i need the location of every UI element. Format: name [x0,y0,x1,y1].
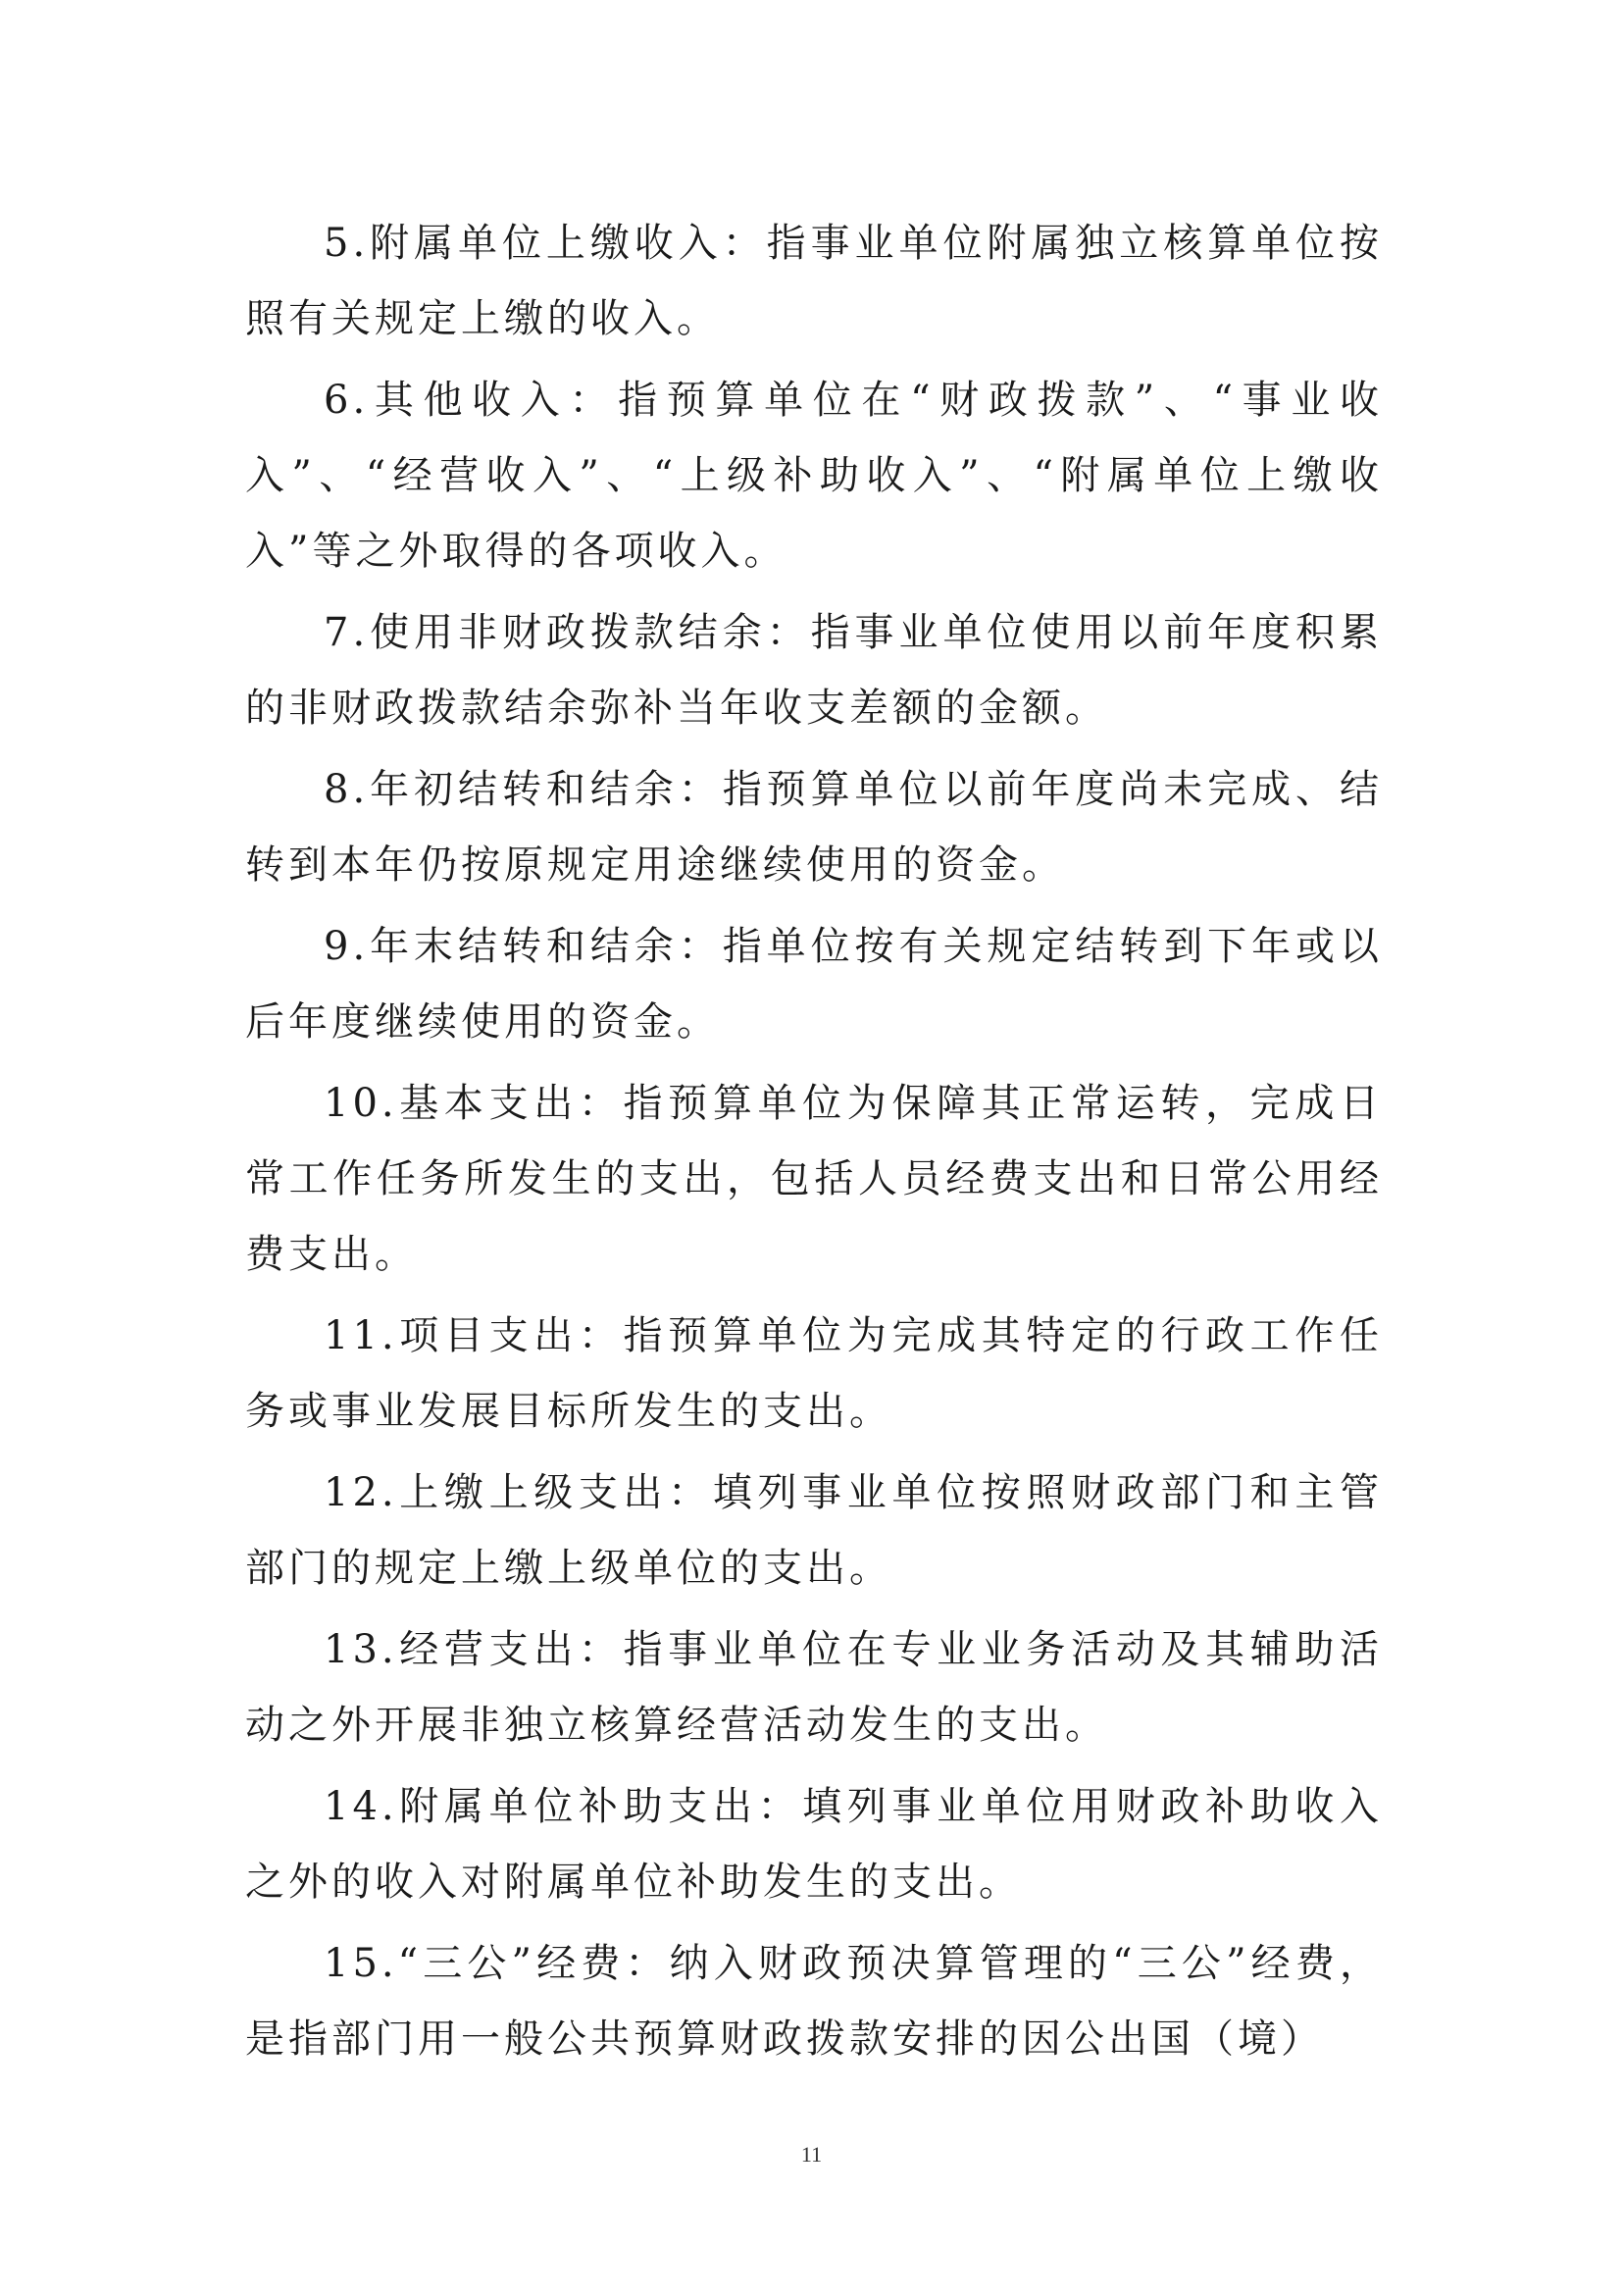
paragraph-item-13: 13.经营支出：指事业单位在专业业务活动及其辅助活动之外开展非独立核算经营活动发生的支出。 [245,1627,1383,1748]
paragraph-item-12: 12.上缴上级支出：填列事业单位按照财政部门和主管部门的规定上缴上级单位的支出。 [245,1470,1383,1591]
paragraph-item-5: 5.附属单位上缴收入：指事业单位附属独立核算单位按照有关规定上缴的收入。 [245,221,1383,341]
paragraph-item-9: 9.年末结转和结余：指单位按有关规定结转到下年或以后年度继续使用的资金。 [245,924,1383,1045]
paragraph-item-10: 10.基本支出：指预算单位为保障其正常运转，完成日常工作任务所发生的支出，包括人员经费支出和日常公用经费支出。 [245,1081,1383,1277]
paragraph-item-11: 11.项目支出：指预算单位为完成其特定的行政工作任务或事业发展目标所发生的支出。 [245,1313,1383,1434]
paragraph-item-14: 14.附属单位补助支出：填列事业单位用财政补助收入之外的收入对附属单位补助发生的支出。 [245,1784,1383,1905]
paragraph-item-8: 8.年初结转和结余：指预算单位以前年度尚未完成、结转到本年仍按原规定用途继续使用的资金。 [245,767,1383,888]
body-text [245,206,1383,2083]
page-number: 11 [800,2142,823,2167]
paragraph-item-7: 7.使用非财政拨款结余：指事业单位使用以前年度积累的非财政拨款结余弥补当年收支差额的金额。 [245,610,1383,731]
paragraph-item-15: 15.“三公”经费：纳入财政预决算管理的“三公”经费，是指部门用一般公共预算财政拨款安排的因公出国（境） [245,1941,1383,2062]
paragraph-item-6: 6.其他收入：指预算单位在“财政拨款”、“事业收入”、“经营收入”、“上级补助收入”、“附属单位上缴收入”等之外取得的各项收入。 [245,378,1383,574]
